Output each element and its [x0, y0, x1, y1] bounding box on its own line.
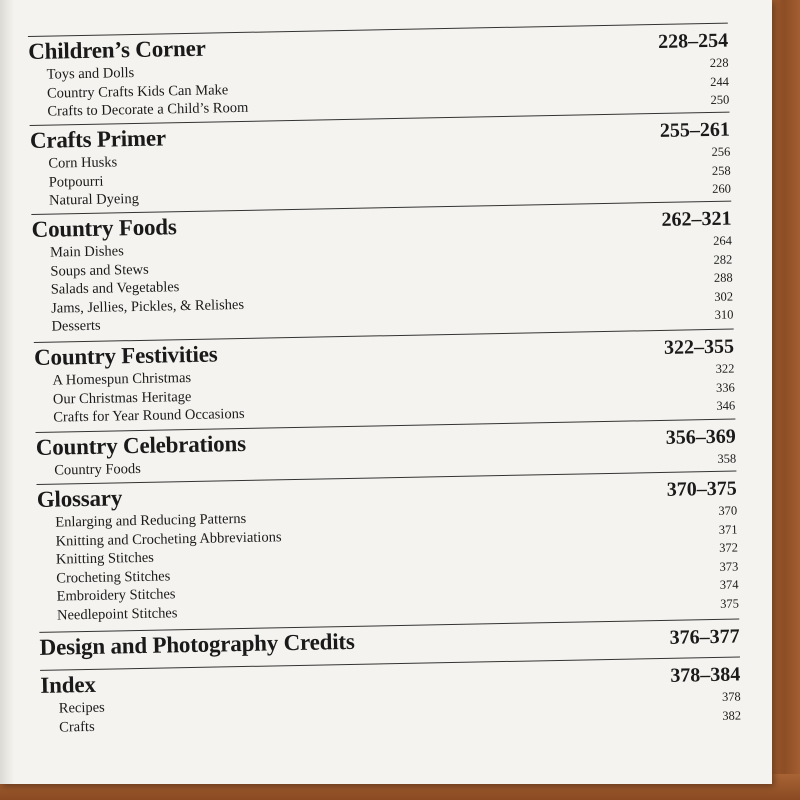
entry-title: Soups and Stews	[50, 261, 149, 280]
section-page-range: 356–369	[665, 425, 736, 449]
entry-page: 336	[715, 380, 735, 395]
section-page-range: 255–261	[659, 118, 731, 142]
entry-page: 370	[718, 503, 738, 518]
entry-page: 288	[713, 270, 733, 285]
entry-title: Toys and Dolls	[46, 65, 135, 83]
section-page-range: 262–321	[661, 207, 732, 231]
entry-title: Jams, Jellies, Pickles, & Relishes	[50, 296, 245, 317]
entry-title: Crafts for Year Round Occasions	[53, 405, 245, 426]
entry-page: 346	[716, 398, 736, 413]
entry-title: Desserts	[51, 317, 101, 335]
entry-title: Crocheting Stitches	[56, 567, 171, 587]
entry-title: A Homespun Christmas	[52, 369, 192, 389]
entry-title: Crafts to Decorate a Child’s Room	[47, 99, 249, 120]
toc-section-glossary	[37, 471, 740, 626]
entry-title: Recipes	[58, 699, 105, 717]
toc-section-country-festivities	[34, 329, 736, 429]
section-title[interactable]: Country Festivities	[33, 341, 218, 370]
entry-page: 244	[710, 74, 730, 89]
toc-section-index	[40, 656, 741, 737]
section-title[interactable]: Index	[40, 671, 96, 698]
entry-page: 378	[721, 689, 741, 704]
entry-page: 358	[717, 451, 737, 466]
toc-section-crafts-primer	[30, 112, 732, 212]
toc-section-childrens-corner	[28, 23, 730, 123]
section-page-range: 378–384	[670, 663, 741, 687]
entry-title: Corn Husks	[48, 154, 118, 172]
section-title[interactable]: Country Foods	[31, 214, 177, 243]
section-title[interactable]: Children’s Corner	[27, 35, 206, 65]
section-page-range: 228–254	[657, 29, 729, 53]
section-title[interactable]: Glossary	[36, 485, 123, 512]
entry-page: 382	[722, 707, 742, 723]
entry-title: Crafts	[59, 718, 95, 736]
section-title[interactable]: Country Celebrations	[35, 430, 247, 460]
entry-title: Our Christmas Heritage	[52, 388, 192, 408]
entry-title: Enlarging and Reducing Patterns	[55, 510, 247, 531]
entry-page: 256	[711, 144, 731, 159]
section-page-range: 370–375	[666, 477, 737, 501]
section-title[interactable]: Design and Photography Credits	[39, 628, 355, 660]
entry-page: 264	[713, 233, 733, 248]
entry-page: 375	[720, 595, 740, 611]
entry-page: 282	[713, 252, 733, 267]
entry-page: 228	[709, 55, 729, 70]
entry-title: Main Dishes	[49, 243, 124, 261]
entry-title: Knitting and Crocheting Abbreviations	[55, 528, 282, 550]
entry-page: 373	[719, 559, 739, 574]
entry-page: 322	[715, 361, 735, 376]
entry-title: Embroidery Stitches	[56, 586, 176, 605]
section-title[interactable]: Crafts Primer	[29, 125, 167, 154]
entry-title: Natural Dyeing	[48, 190, 140, 209]
entry-title: Country Crafts Kids Can Make	[46, 81, 229, 102]
entry-page: 372	[718, 540, 739, 555]
toc-section-design-credits	[39, 618, 739, 662]
entry-page: 310	[714, 307, 734, 322]
entry-page: 250	[710, 92, 730, 107]
entry-page: 260	[712, 181, 732, 196]
entry-title: Salads and Vegetables	[50, 279, 180, 298]
entry-title: Needlepoint Stitches	[56, 604, 178, 624]
section-page-range: 376–377	[669, 625, 740, 649]
section-page-range: 322–355	[663, 335, 735, 359]
entry-page: 258	[711, 163, 731, 178]
entry-page: 371	[718, 522, 738, 537]
entry-title: Country Foods	[54, 460, 142, 479]
entry-page: 302	[714, 289, 734, 304]
entry-title: Knitting Stitches	[55, 549, 154, 568]
toc-section-country-foods	[31, 201, 733, 338]
entry-page: 374	[719, 577, 739, 592]
entry-title: Potpourri	[48, 173, 104, 191]
